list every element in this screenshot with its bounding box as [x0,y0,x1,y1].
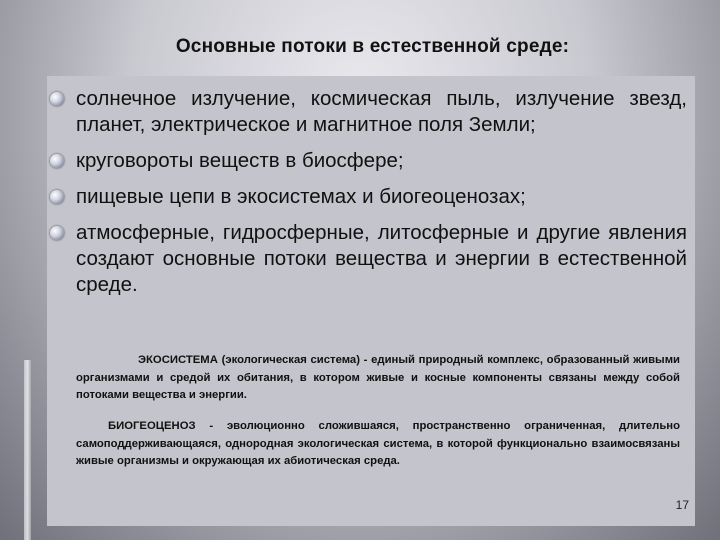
bullet-text: круговороты веществ в биосфере; [76,149,404,172]
bullet-text: солнечное излучение, космическая пыль, излучение звезд, планет, электрическое и магнитное поля Земли; [76,87,687,136]
bullet-item [47,86,687,138]
definition-ecosystem [76,352,680,405]
bullet-icon [50,226,64,240]
definition-term: БИОГЕОЦЕНОЗ [108,420,196,432]
decorative-stripe [24,360,31,540]
content-panel [47,76,695,526]
page-number: 17 [675,498,689,512]
definition-text: - эволюционно сложившаяся, пространственно ограниченная, длительно самоподдерживающаяся, однородная экологическая система, в которой функционально взаимосвязаны живые организмы и окружающая их абиотическая среда. [76,420,680,467]
definition-biogeocenosis [76,418,680,471]
bullet-icon [50,92,64,106]
slide-title: Основные потоки в естественной среде: [175,36,570,57]
bullet-list [47,86,687,308]
bullet-text: атмосферные, гидросферные, литосферные и другие явления создают основные потоки вещества и энергии в естественной среде. [76,221,687,296]
definition-term: ЭКОСИСТЕМА [138,354,218,366]
bullet-item [47,148,687,174]
bullet-text: пищевые цепи в экосистемах и биогеоценозах; [76,185,526,208]
bullet-item [47,220,687,298]
definition-text: (экологическая система) - единый природный комплекс, образованный живыми организмами и средой их обитания, в котором живые и косные компоненты связаны между собой потоками вещества и энергии. [76,354,680,401]
bullet-icon [50,154,64,168]
bullet-icon [50,190,64,204]
bullet-item [47,184,687,210]
